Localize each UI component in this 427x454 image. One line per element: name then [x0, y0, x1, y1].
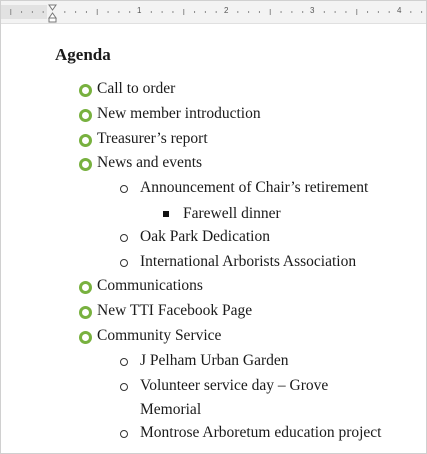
list-item[interactable]: News and events	[97, 154, 203, 171]
hollow-circle-bullet-icon	[120, 234, 128, 242]
list-item[interactable]: Community Service	[97, 327, 222, 344]
agenda-heading: Agenda	[55, 45, 111, 64]
green-circle-bullet-icon	[79, 331, 92, 344]
ruler-number: 3	[310, 6, 315, 15]
hollow-circle-bullet-icon	[120, 383, 128, 391]
list-item[interactable]: J Pelham Urban Garden	[140, 352, 289, 369]
list-item[interactable]: Farewell dinner	[183, 205, 281, 222]
green-circle-bullet-icon	[79, 306, 92, 319]
green-circle-bullet-icon	[79, 281, 92, 294]
green-circle-bullet-icon	[79, 84, 92, 97]
list-item[interactable]: Communications	[97, 277, 203, 294]
list-item[interactable]: International Arborists Association	[140, 253, 357, 270]
ruler-ticks	[1, 1, 426, 23]
green-circle-bullet-icon	[79, 158, 92, 171]
ruler-number: 4	[397, 6, 402, 15]
list-item[interactable]: New TTI Facebook Page	[97, 302, 253, 319]
hollow-circle-bullet-icon	[120, 259, 128, 267]
hollow-circle-bullet-icon	[120, 185, 128, 193]
green-circle-bullet-icon	[79, 109, 92, 122]
list-item[interactable]: Treasurer’s report	[97, 130, 208, 147]
list-item[interactable]: Montrose Arboretum education project	[140, 424, 382, 441]
list-item[interactable]: Announcement of Chair’s retirement	[140, 179, 369, 196]
horizontal-ruler[interactable]	[1, 1, 426, 24]
list-item[interactable]: Oak Park Dedication	[140, 228, 270, 245]
green-circle-bullet-icon	[79, 134, 92, 147]
hanging-indent-marker[interactable]	[49, 13, 56, 18]
square-bullet-icon	[163, 211, 169, 217]
document-body[interactable]	[1, 25, 426, 453]
list-item[interactable]: Volunteer service day – Grove	[140, 377, 329, 394]
list-item[interactable]: Call to order	[97, 80, 176, 97]
ruler-number: 2	[224, 6, 229, 15]
list-item-continuation[interactable]: Memorial	[140, 401, 202, 418]
hollow-circle-bullet-icon	[120, 358, 128, 366]
ruler-number: 1	[137, 6, 142, 15]
list-item[interactable]: New member introduction	[97, 105, 261, 122]
left-indent-marker[interactable]	[49, 18, 56, 22]
first-line-indent-marker[interactable]	[49, 5, 56, 10]
hollow-circle-bullet-icon	[120, 430, 128, 438]
